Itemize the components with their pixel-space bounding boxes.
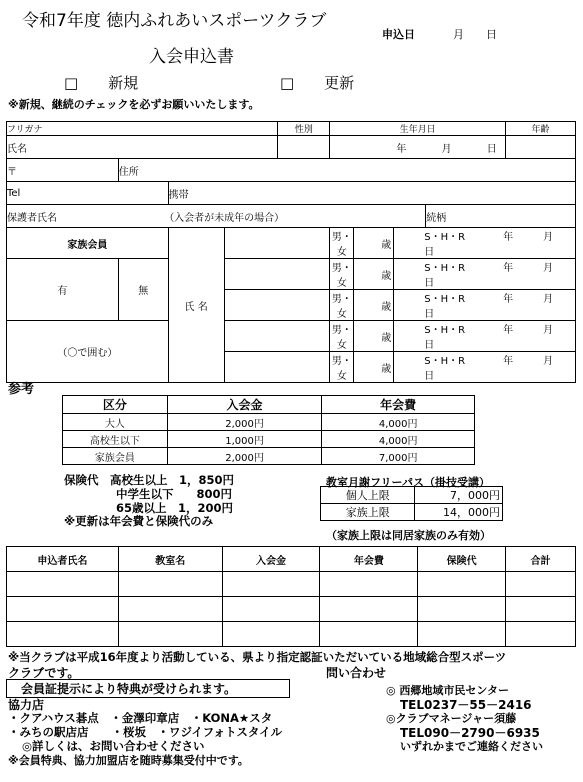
app-cell[interactable] xyxy=(506,622,576,647)
mobile-field[interactable] xyxy=(168,182,575,205)
app-header: 入会金 xyxy=(222,547,320,572)
family-sex[interactable]: 男・女 xyxy=(330,259,354,290)
fee-table xyxy=(62,395,475,465)
family-sex[interactable]: 男・女 xyxy=(330,352,354,383)
relation-label: 続柄 xyxy=(426,212,447,224)
new-checkbox[interactable]: □ 新規 xyxy=(64,74,139,92)
fee-cell: 4,000円 xyxy=(322,414,475,431)
family-birth[interactable]: S・H・R 年 月日 xyxy=(394,290,576,321)
partner-list: ・みちの駅店店 ・桜坂 ・ワジイフォトスタイル xyxy=(8,725,283,739)
renew-checkbox[interactable]: □ 更新 xyxy=(280,74,355,92)
app-cell[interactable] xyxy=(222,597,320,622)
app-cell[interactable] xyxy=(506,572,576,597)
fee-cell: 家族会員 xyxy=(63,448,168,465)
contact-line: ◎ 西郷地域市民センター xyxy=(386,684,509,697)
family-name-field[interactable] xyxy=(224,352,330,383)
insurance-line: 保険代 高校生以上 1，850円 xyxy=(64,473,235,487)
gender-field[interactable] xyxy=(278,136,330,159)
family-sex[interactable]: 男・女 xyxy=(330,321,354,352)
age-field[interactable] xyxy=(506,136,576,159)
fee-cell: 2,000円 xyxy=(167,448,322,465)
app-cell[interactable] xyxy=(7,622,119,647)
family-name-field[interactable] xyxy=(224,290,330,321)
check-note: ※新規、継続のチェックを必ずお願いいたします。 xyxy=(8,98,260,111)
details-note: ◎詳しくは、お問い合わせください xyxy=(22,739,205,753)
contact-line: ◎クラブマネージャー須藤 xyxy=(386,712,517,725)
app-cell[interactable] xyxy=(222,622,320,647)
pass-label: 個人上限 xyxy=(321,487,415,504)
family-age[interactable]: 歳 xyxy=(354,290,394,321)
insurance-line: 中学生以下 800円 xyxy=(116,487,233,501)
family-name-field[interactable] xyxy=(224,321,330,352)
app-cell[interactable] xyxy=(118,622,222,647)
app-cell[interactable] xyxy=(506,597,576,622)
birthdate-field[interactable] xyxy=(330,136,506,159)
member-card-note: 会員証提示により特典が受けられます。 xyxy=(6,679,290,698)
family-birth[interactable]: S・H・R 年 月日 xyxy=(394,352,576,383)
app-header: 合計 xyxy=(506,547,576,572)
applicant-table xyxy=(6,121,576,383)
guardian-label: 保護者氏名 xyxy=(7,212,57,224)
family-no-option[interactable]: 無 xyxy=(118,259,168,321)
name-label: 氏名 xyxy=(7,143,27,155)
family-birth[interactable]: S・H・R 年 月日 xyxy=(394,321,576,352)
furigana-label: フリガナ xyxy=(7,122,278,136)
guardian-field[interactable] xyxy=(7,205,426,228)
fee-header: 入会金 xyxy=(167,396,322,414)
app-cell[interactable] xyxy=(118,597,222,622)
family-name-label: 氏 名 xyxy=(168,228,224,383)
family-name-field[interactable] xyxy=(224,259,330,290)
pass-value: 7，000円 xyxy=(415,487,503,504)
app-cell[interactable] xyxy=(7,572,119,597)
address-label: 住所 xyxy=(118,166,139,178)
app-cell[interactable] xyxy=(7,597,119,622)
family-sex[interactable]: 男・女 xyxy=(330,228,354,259)
family-age[interactable]: 歳 xyxy=(354,259,394,290)
fee-cell: 2,000円 xyxy=(167,414,322,431)
fee-cell: 大人 xyxy=(63,414,168,431)
birth-year-label: 年 xyxy=(396,143,407,155)
contact-line: TEL0237－55－2416 xyxy=(400,698,532,712)
contact-line: いずれかまでご連絡ください xyxy=(400,740,543,753)
club-note: ※当クラブは平成16年度より活動している、県より指定認証いただいている地域総合型スポーツ xyxy=(8,650,507,664)
birth-month-label: 月 xyxy=(441,143,452,155)
family-member-header: 家族会員 xyxy=(7,228,169,259)
inquiry-heading: 問い合わせ xyxy=(326,666,387,680)
club-note-cont: クラブです。 xyxy=(8,666,80,680)
mobile-label: 携帯 xyxy=(168,189,189,201)
fee-cell: 1,000円 xyxy=(167,431,322,448)
app-cell[interactable] xyxy=(222,572,320,597)
age-label: 年齢 xyxy=(506,122,576,136)
reference-heading: 参考 xyxy=(8,382,35,397)
family-limit-note: （家族上限は同居家族のみ有効） xyxy=(326,529,491,542)
name-field[interactable] xyxy=(7,136,278,159)
fee-header: 年会費 xyxy=(322,396,475,414)
birthdate-label: 生年月日 xyxy=(330,122,506,136)
guardian-note: （入会者が未成年の場合） xyxy=(164,212,285,224)
fee-cell: 高校生以下 xyxy=(63,431,168,448)
family-birth[interactable]: S・H・R 年 月日 xyxy=(394,228,576,259)
app-cell[interactable] xyxy=(118,572,222,597)
insurance-line: ※更新は年会費と保険代のみ xyxy=(64,514,214,528)
family-name-field[interactable] xyxy=(224,228,330,259)
app-cell[interactable] xyxy=(320,572,418,597)
birth-day-label: 日 xyxy=(486,143,497,155)
fee-cell: 7,000円 xyxy=(322,448,475,465)
family-sex[interactable]: 男・女 xyxy=(330,290,354,321)
partners-heading: 協力店 xyxy=(8,698,45,712)
date-day-label: 日 xyxy=(486,28,497,41)
insurance-line: 65歳以上 1，200円 xyxy=(116,501,234,515)
free-pass-title: 教室月謝フリーパス（掛技受講） xyxy=(326,476,491,489)
fee-header: 区分 xyxy=(63,396,168,414)
family-age[interactable]: 歳 xyxy=(354,352,394,383)
app-header: 教室名 xyxy=(118,547,222,572)
family-age[interactable]: 歳 xyxy=(354,228,394,259)
application-table xyxy=(6,546,576,647)
app-cell[interactable] xyxy=(418,597,506,622)
postal-label: 〒 xyxy=(7,166,17,178)
page-title: 令和7年度 徳内ふれあいスポーツクラブ xyxy=(22,11,327,31)
app-cell[interactable] xyxy=(320,622,418,647)
fee-cell: 4,000円 xyxy=(322,431,475,448)
pass-value: 14，000円 xyxy=(415,504,503,521)
address-field[interactable] xyxy=(118,159,575,182)
form-title: 入会申込書 xyxy=(149,47,234,67)
recruit-note: ※会員特典、協力加盟店を随時募集受付中です。 xyxy=(8,754,249,767)
partner-list: ・クアハウス碁点 ・金澤印章店 ・KONA★スタ xyxy=(8,711,273,725)
relation-field[interactable] xyxy=(426,205,576,228)
contact-line: TEL090－2790－6935 xyxy=(400,726,540,740)
gender-label: 性別 xyxy=(278,122,330,136)
application-date-label: 申込日 xyxy=(382,28,415,41)
tel-label: Tel xyxy=(7,187,21,199)
pass-label: 家族上限 xyxy=(321,504,415,521)
app-header: 保険代 xyxy=(418,547,506,572)
app-header: 申込者氏名 xyxy=(7,547,119,572)
app-cell[interactable] xyxy=(418,622,506,647)
date-month-label: 月 xyxy=(453,28,464,41)
circle-instruction: （〇で囲む） xyxy=(7,321,169,383)
family-birth[interactable]: S・H・R 年 月日 xyxy=(394,259,576,290)
app-header: 年会費 xyxy=(320,547,418,572)
family-age[interactable]: 歳 xyxy=(354,321,394,352)
app-cell[interactable] xyxy=(418,572,506,597)
postal-field[interactable] xyxy=(7,159,119,182)
free-pass-table xyxy=(320,486,503,521)
family-yes-option[interactable]: 有 xyxy=(7,259,119,321)
tel-field[interactable] xyxy=(7,182,169,205)
app-cell[interactable] xyxy=(320,597,418,622)
